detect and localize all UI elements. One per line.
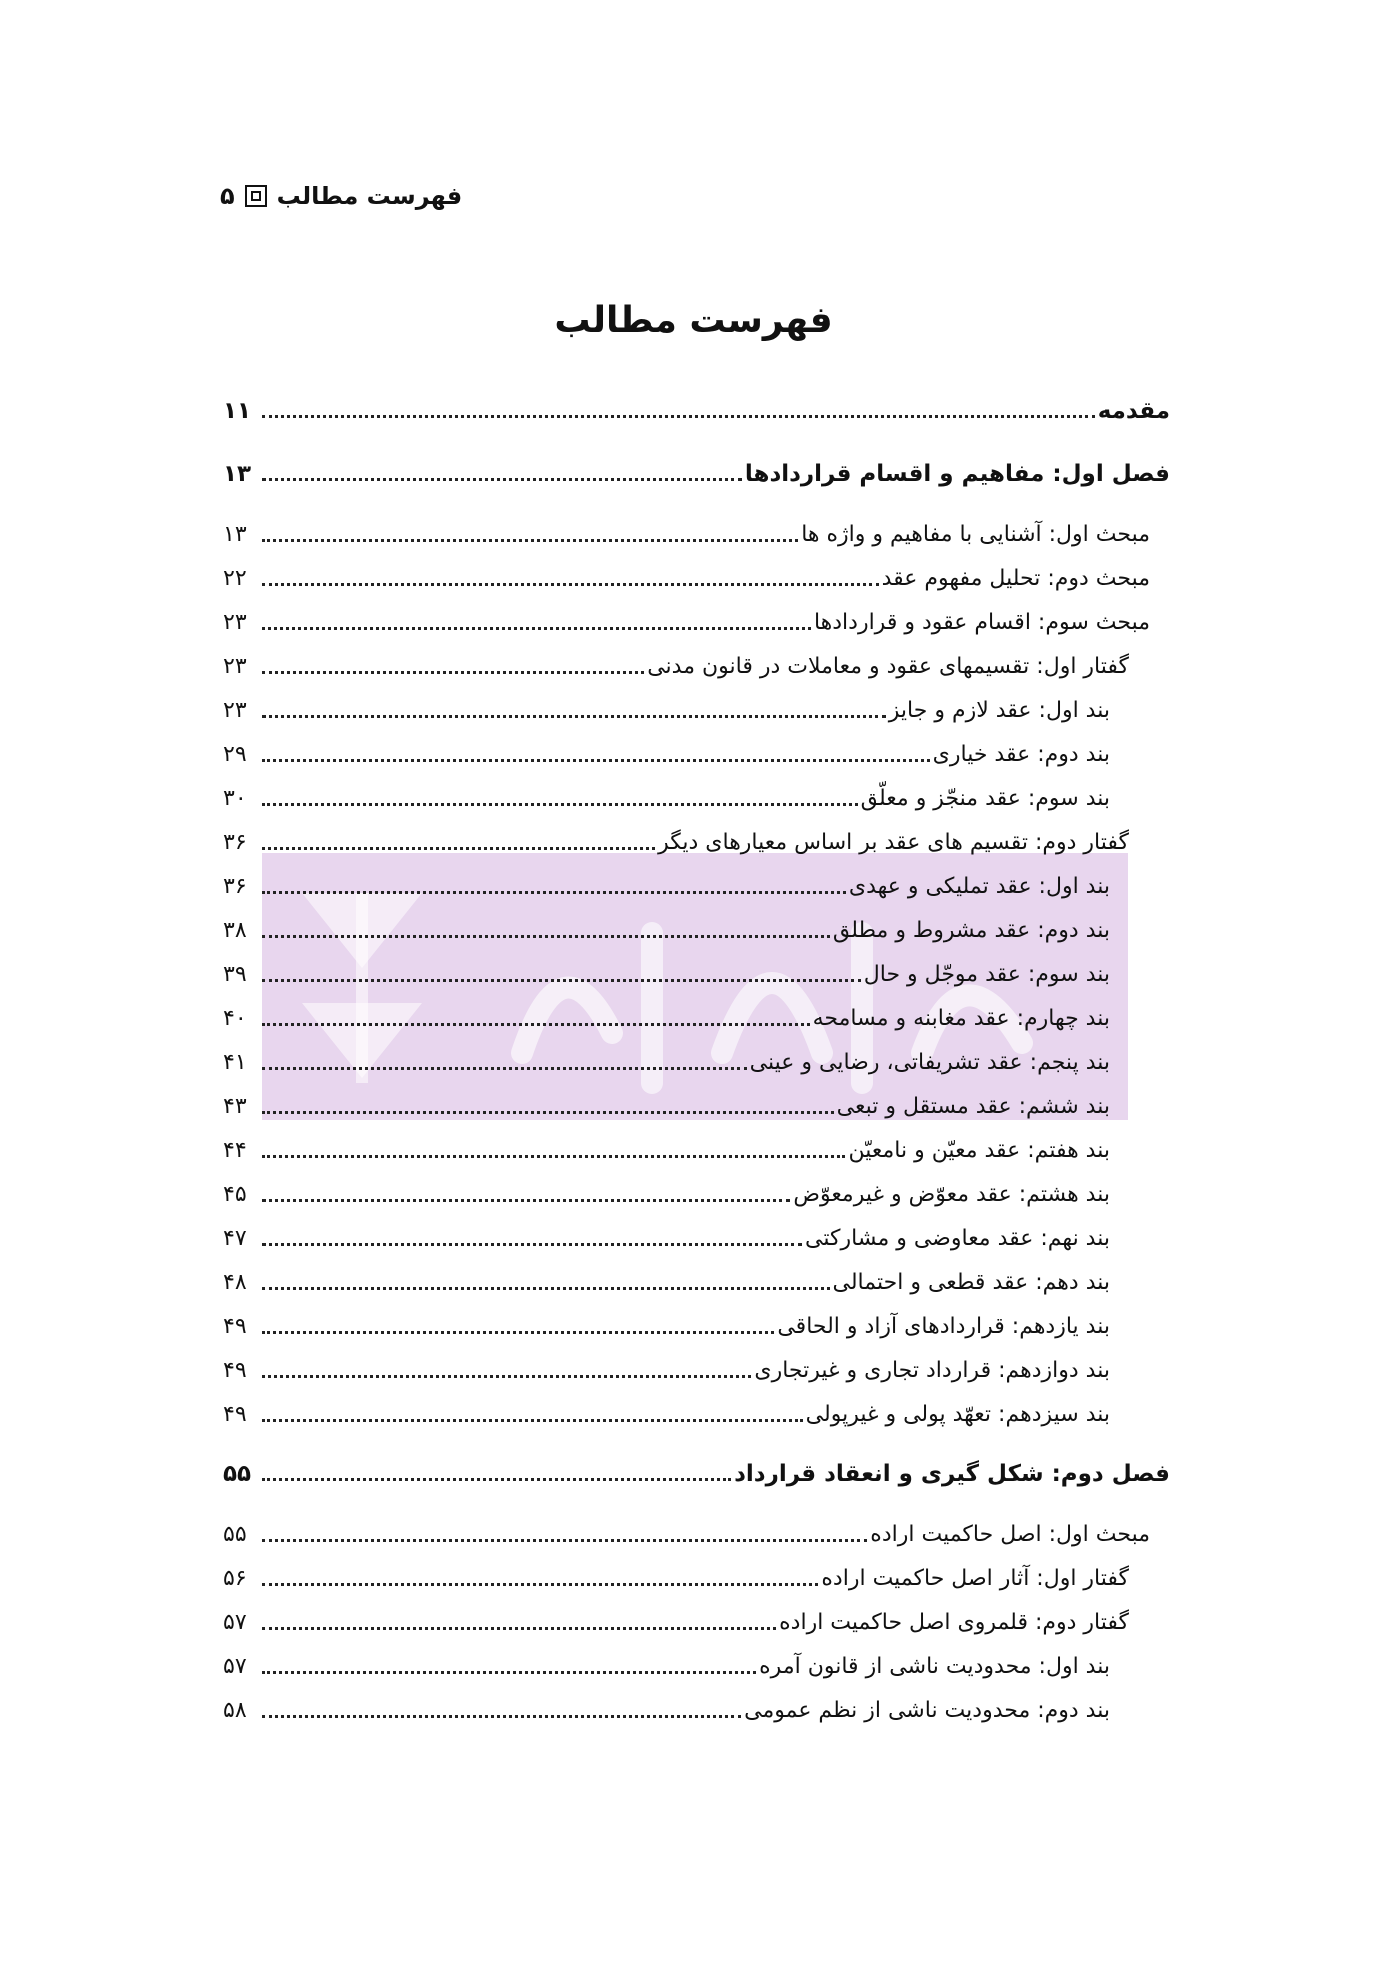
toc-entry-page: ۲۲ [223,566,247,591]
dot-leader [262,1715,741,1718]
header-page-number: ۵ [220,182,235,210]
toc-entry [223,648,1129,682]
toc-entry-label: بند دوازدهم: قرارداد تجاری و غیرتجاری [754,1358,1110,1383]
toc-entry-label: مبحث اول: آشنایی با مفاهیم و واژه ها [801,522,1150,547]
toc-entry-page: ۳۰ [223,786,247,811]
toc-entry-page: ۴۸ [223,1270,247,1295]
toc-entry-page: ۴۹ [223,1402,247,1427]
toc-entry-label: بند اول: عقد تملیکی و عهدی [848,874,1110,899]
toc-entry-label: گفتار دوم: قلمروی اصل حاکمیت اراده [779,1610,1129,1635]
dot-leader [262,847,655,850]
toc-entry-page: ۵۵ [223,1461,252,1487]
toc-entry-label: مقدمه [1097,398,1170,424]
toc-entry-page: ۴۹ [223,1358,247,1383]
toc-entry-page: ۲۳ [223,698,247,723]
toc-entry [223,1220,1110,1254]
toc-entry [223,736,1110,770]
dot-leader [262,715,886,718]
toc-entry-label: مبحث دوم: تحلیل مفهوم عقد [881,566,1150,591]
dot-leader [262,1627,776,1630]
dot-leader [262,1243,802,1246]
toc-entry [223,1352,1110,1386]
dot-leader [262,1287,830,1290]
toc-entry-label: بند دوم: محدودیت ناشی از نظم عمومی [744,1698,1110,1723]
toc-entry-page: ۲۳ [223,610,247,635]
toc-entry [223,868,1110,902]
dot-leader [262,1023,810,1026]
toc-entry [223,1516,1150,1550]
toc-entry [223,1648,1110,1682]
dot-leader [262,627,811,630]
toc-entry-label: بند هفتم: عقد معیّن و نامعیّن [848,1138,1110,1163]
toc-entry-label: بند دوم: عقد خیاری [932,742,1110,767]
dot-leader [262,1331,774,1334]
dot-leader [262,1671,756,1674]
dot-leader [262,935,830,938]
toc-entry-page: ۵۸ [223,1698,247,1723]
dot-leader [262,979,861,982]
toc-entry [223,392,1170,426]
toc-entry [223,1044,1110,1078]
toc-entry [223,1176,1110,1210]
toc-entry [223,912,1110,946]
dot-leader [262,415,1095,418]
toc-entry [223,604,1150,638]
toc-entry [223,560,1150,594]
toc-entry [223,1088,1110,1122]
toc-entry-label: بند هشتم: عقد معوّض و غیرمعوّض [793,1182,1110,1207]
toc-entry-label: بند چهارم: عقد مغابنه و مسامحه [812,1006,1110,1031]
dot-leader [262,1583,818,1586]
toc-entry [223,1396,1110,1430]
dot-leader [262,1067,747,1070]
toc-entry-label: بند یازدهم: قراردادهای آزاد و الحاقی [777,1314,1110,1339]
dot-leader [262,1111,834,1114]
toc-entry-label: فصل دوم: شکل گیری و انعقاد قرارداد [734,1461,1170,1487]
toc-entry-page: ۵۷ [223,1610,247,1635]
toc-entry [223,824,1129,858]
toc-entry-page: ۴۰ [223,1006,247,1031]
toc-entry [223,1308,1110,1342]
dot-leader [262,583,879,586]
header-title: فهرست مطالب [276,182,463,210]
toc-entry-label: بند دهم: عقد قطعی و احتمالی [832,1270,1110,1295]
toc-entry-page: ۳۶ [223,874,247,899]
toc-entry-page: ۳۶ [223,830,247,855]
toc-entry-page: ۴۵ [223,1182,247,1207]
toc-entry-page: ۱۳ [223,522,247,547]
toc-entry-label: بند سوم: عقد منجّز و معلّق [860,786,1110,811]
toc-entry-page: ۲۹ [223,742,247,767]
dot-leader [262,1419,803,1422]
toc-entry-page: ۵۷ [223,1654,247,1679]
toc-entry-page: ۱۳ [223,461,252,487]
toc-entry-page: ۳۹ [223,962,247,987]
toc-entry-label: بند نهم: عقد معاوضی و مشارکتی [805,1226,1110,1251]
toc-entry [223,1000,1110,1034]
toc-entry-page: ۳۸ [223,918,247,943]
toc-entry-label: فصل اول: مفاهیم و اقسام قراردادها [744,461,1170,487]
toc-entry [223,1692,1110,1726]
dot-leader [262,803,858,806]
toc-entry-page: ۵۵ [223,1522,247,1547]
toc-entry-label: بند ششم: عقد مستقل و تبعی [836,1094,1110,1119]
toc-entry [223,516,1150,550]
toc-entry-label: گفتار اول: آثار اصل حاکمیت اراده [821,1566,1129,1591]
toc-entry-label: بند سیزدهم: تعهّد پولی و غیرپولی [805,1402,1110,1427]
toc-entry-page: ۴۷ [223,1226,247,1251]
dot-leader [262,478,742,481]
toc-entry-label: بند پنجم: عقد تشریفاتی، رضایی و عینی [749,1050,1110,1075]
toc-entry-label: بند اول: محدودیت ناشی از قانون آمره [759,1654,1110,1679]
page-title: فهرست مطالب [554,300,833,341]
toc-entry-page: ۴۳ [223,1094,247,1119]
dot-leader [262,539,798,542]
dot-leader [262,1375,751,1378]
toc-entry-label: بند سوم: عقد موجّل و حال [863,962,1110,987]
toc-entry-label: گفتار دوم: تقسیم های عقد بر اساس معیارهای دیگر [658,830,1129,855]
dot-leader [262,671,644,674]
dot-leader [262,891,846,894]
toc-entry [223,956,1110,990]
toc-entry [223,1132,1110,1166]
toc-entry [223,692,1110,726]
toc-entry-page: ۴۹ [223,1314,247,1339]
toc-entry-page: ۴۱ [223,1050,247,1075]
dot-leader [262,1539,867,1542]
toc-entry [223,1604,1129,1638]
dot-leader [262,759,930,762]
toc-entry-label: مبحث سوم: اقسام عقود و قراردادها [813,610,1150,635]
toc-entry-page: ۵۶ [223,1566,247,1591]
toc-entry [223,455,1170,489]
toc-entry-label: بند دوم: عقد مشروط و مطلق [832,918,1110,943]
toc-entry-page: ۲۳ [223,654,247,679]
dot-leader [262,1155,845,1158]
toc-entry-page: ۱۱ [223,398,252,424]
toc-entry [223,1455,1170,1489]
toc-entry-label: بند اول: عقد لازم و جایز [888,698,1110,723]
toc-entry [223,780,1110,814]
toc-entry [223,1560,1129,1594]
toc-entry-page: ۴۴ [223,1138,247,1163]
toc-entry-label: گفتار اول: تقسیمهای عقود و معاملات در قانون مدنی [647,654,1129,679]
toc-entry [223,1264,1110,1298]
toc-entry-label: مبحث اول: اصل حاکمیت اراده [870,1522,1150,1547]
dot-leader [262,1478,731,1481]
dot-leader [262,1199,790,1202]
